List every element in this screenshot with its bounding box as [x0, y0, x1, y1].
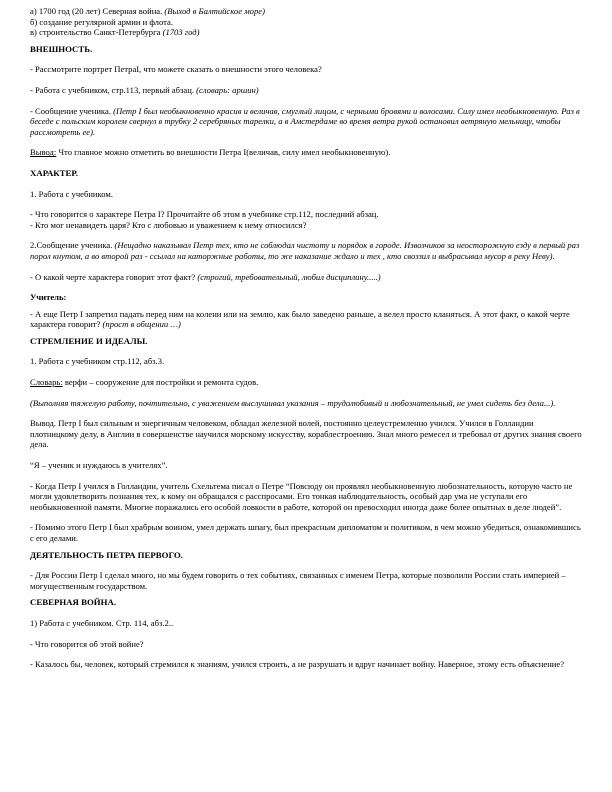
intro-line-c: [30, 27, 582, 38]
activity-text: - Для России Петр I сделал много, но мы будем говорить о тех событиях, связанных с именем Петра, которые позволили России стать империей – могущественным государством.: [30, 570, 566, 591]
appearance-message-body: (Петр I был необыкновенно красив и величав, смуглый лицом, с черными бровями и волосами. Силу имел необыкновенную. Раз в беседе с польским королем свернул в трубку 2 серебряных тарелки, а в Амстердаме во время ветра рукой остановил ветряную мельницу, чтобы рассмотреть ее).: [30, 105, 580, 137]
appearance-question-2: [30, 85, 582, 96]
ideals-italic-paragraph: (Выполняя тяжелую работу, почтительно, с уважением выслушивал указания – трудолюбивый и любознательный, не умел сидеть без дела...).: [30, 397, 556, 408]
ideals-quote: “Я – ученик и нуждаюсь в учителях”.: [30, 460, 168, 471]
appearance-question-2-text: - Работа с учебником, стр.113, первый абзац.: [30, 84, 194, 95]
war-question-1: - Что говорится об этой войне?: [30, 638, 144, 649]
character-question-1: - Что говорится о характере Петра I? Прочитайте об этом в учебнике стр.112, последний абзац.: [30, 209, 379, 220]
heading-northern-war: СЕВЕРНАЯ ВОЙНА.: [30, 597, 117, 608]
ideals-dictionary-label: Словарь:: [30, 377, 63, 388]
heading-activity: ДЕЯТЕЛЬНОСТЬ ПЕТРА ПЕРВОГО.: [30, 549, 183, 560]
character-question-2: - Кто мог ненавидеть царя? Кто с любовью и уважением к нему относился?: [30, 219, 307, 230]
intro-line-a-text: а) 1700 год (20 лет) Северная война.: [30, 6, 163, 16]
ideals-conclusion: Вывод. Петр I был сильным и энергичным человеком, обладал железной волей, постоянно целеустремленно учился. Учился в Голландии плотницкому делу, в Англии в совершенстве научился морскому искусству, кораблестроению. Знал много ремесел и требовал от других знания своего дела.: [30, 418, 582, 450]
ideals-dictionary: [30, 377, 582, 388]
appearance-question-1: - Рассмотрите портрет ПетраI, что можете сказать о внешности этого человека?: [30, 64, 322, 75]
ideals-dictionary-text: верфи – сооружение для постройки и ремонта судов.: [62, 377, 259, 388]
character-item-2-label: 2.Сообщение ученика.: [30, 240, 113, 251]
character-question-3-text: - О какой черте характера говорит этот факт?: [30, 271, 196, 282]
war-question-2: - Казалось бы, человек, который стремился к знаниям, учился строить, а не разрушать и вдруг начинает войну. Наверное, этому есть объяснение?: [30, 659, 565, 670]
teacher-label: Учитель:: [30, 292, 67, 303]
teacher-remark: [30, 309, 582, 330]
intro-line-a: [30, 6, 582, 17]
character-item-1: 1. Работа с учебником.: [30, 188, 113, 199]
ideals-item-1: 1. Работа с учебником стр.112, абз.3.: [30, 356, 165, 367]
character-item-2: [30, 240, 582, 261]
war-item-1: 1) Работа с учебником. Стр. 114, абз.2..: [30, 617, 174, 628]
heading-ideals: СТРЕМЛЕНИЕ И ИДЕАЛЫ.: [30, 335, 148, 346]
character-question-3: [30, 272, 582, 283]
document-page: [30, 6, 582, 670]
ideals-warrior-paragraph: - Помимо этого Петр I был храбрым воином, умел держать шпагу, был прекрасным дипломатом и политиком, в чем можно убедиться, ознакомившись с его делами.: [30, 522, 581, 543]
appearance-conclusion-text: Что главное можно отметить во внешности Петра I(величав, силу имел необыкновенную).: [56, 147, 391, 158]
character-question-3-note: (строгий, требовательный, любил дисциплину.....): [197, 271, 381, 282]
intro-line-b: б) создание регулярной армии и флота.: [30, 16, 173, 27]
intro-line-a-note: (Выход в Балтийское море): [164, 6, 265, 16]
appearance-conclusion-label: Вывод:: [30, 147, 57, 158]
character-item-2-body: (Нещадно наказывал Петр тех, кто не соблюдал чистоту и порядок в городе. Извозчиков за неосторожную езду в первый раз порол кнутом, а во второй раз - ссылал на каторжные работы, то же наказание ждало и тех , кто своззил и выбрасывал мусор в реку Неву).: [30, 240, 580, 261]
appearance-message-label: - Сообщение ученика.: [30, 105, 111, 116]
teacher-remark-text: - А еще Петр I запретил падать перед ним на колени или на землю, как было заведено раньше, а велел просто кланяться. А этот факт, о какой черте характера говорит?: [30, 308, 570, 330]
intro-line-c-note: (1703 год): [162, 27, 200, 38]
teacher-remark-note: (прост в общении …): [102, 319, 181, 330]
appearance-student-message: [30, 106, 582, 138]
appearance-conclusion: [30, 147, 582, 158]
ideals-holland-paragraph: - Когда Петр I учился в Голландии, учитель Схельтема писал о Петре “Повсюду он проявлял необыкновенную любознательность, которую часто не могли удовлетворить познания тех, к кому он обращался с расспросами. Его тонкая наблюдательность, особый дар ума не уступали его необыкновенной памяти. Многие поражались его особой ловкости в работе, которой он превосходил иногда даже более опытных в деле людей”.: [30, 480, 573, 512]
heading-appearance: ВНЕШНОСТЬ.: [30, 43, 93, 54]
appearance-question-2-note: (словарь: аршин): [196, 84, 259, 95]
intro-line-c-text: в) строительство Санкт-Петербурга: [30, 27, 161, 38]
heading-character: ХАРАКТЕР.: [30, 167, 78, 178]
